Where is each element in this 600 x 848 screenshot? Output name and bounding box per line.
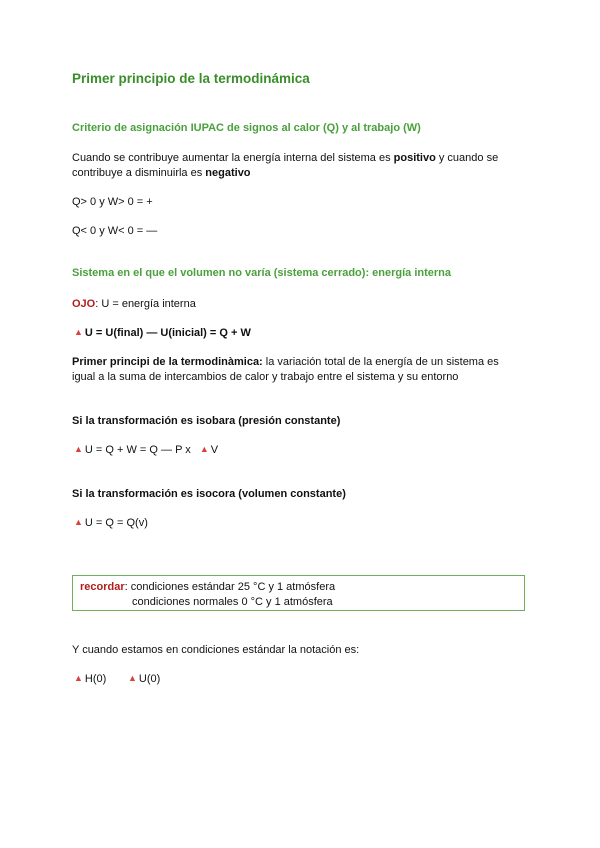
recordar-line1 [80,581,335,593]
criterio-text-d: contribuye a disminuirla es [72,167,206,179]
criterio-paragraph-line2 [72,165,251,181]
criterio-text-c: y cuando se [435,152,499,164]
ojo-line [72,296,196,312]
equation-negative: Q< 0 y W< 0 = — [72,225,158,237]
principio-rest: la variación total de la energía de un sistema es [262,356,499,368]
notacion-h [74,671,106,687]
negativo-bold: negativo [205,167,251,179]
section-heading-isobara: Si la transformación es isobara (presión constante) [72,415,341,427]
principio-line1 [72,354,499,370]
principio-bold: Primer principi de la termodinàmica: [72,356,263,368]
delta-triangle-icon: ▲ [74,327,83,337]
section-heading-isocora: Si la transformación es isocora (volumen constante) [72,488,346,500]
notacion-u [128,671,160,687]
recordar-label: recordar [80,581,125,593]
principio-line2: igual a la suma de intercambios de calor y trabajo entre el sistema y su entorno [72,371,459,383]
delta-triangle-icon: ▲ [128,673,137,683]
section-heading-criterio: Criterio de asignación IUPAC de signos al calor (Q) y al trabajo (W) [72,122,421,134]
isocora-equation-text: U = Q = Q(v) [84,517,148,529]
delta-u-equation-text: U = U(final) — U(inicial) = Q + W [84,327,251,339]
recordar-line1-text: : condiciones estándar 25 °C y 1 atmósfera [124,581,336,593]
notacion-text: Y cuando estamos en condiciones estándar la notación es: [72,644,360,656]
recordar-box [72,575,525,611]
delta-triangle-icon: ▲ [74,444,83,454]
delta-u-equation [74,325,251,341]
delta-triangle-icon: ▲ [199,444,209,454]
isobara-equation-end: V [210,444,219,456]
ojo-label: OJO [72,298,96,310]
criterio-text-a: Cuando se contribuye aumentar la energía interna del sistema es [72,152,394,164]
delta-triangle-icon: ▲ [74,517,83,527]
notacion-u-text: U(0) [138,673,161,685]
criterio-paragraph-line1 [72,150,498,166]
isocora-equation [74,515,148,531]
positivo-bold: positivo [393,152,436,164]
section-heading-sistema: Sistema en el que el volumen no varía (sistema cerrado): energía interna [72,267,452,279]
page-title: Primer principio de la termodinámica [72,71,310,86]
isobara-equation [74,442,218,458]
notacion-h-text: H(0) [84,673,107,685]
delta-triangle-icon: ▲ [74,673,83,683]
recordar-line2: condiciones normales 0 °C y 1 atmósfera [132,596,333,608]
isobara-equation-text: U = Q + W = Q — P x [84,444,194,456]
equation-positive: Q> 0 y W> 0 = + [72,196,153,208]
ojo-text: : U = energía interna [95,298,196,310]
